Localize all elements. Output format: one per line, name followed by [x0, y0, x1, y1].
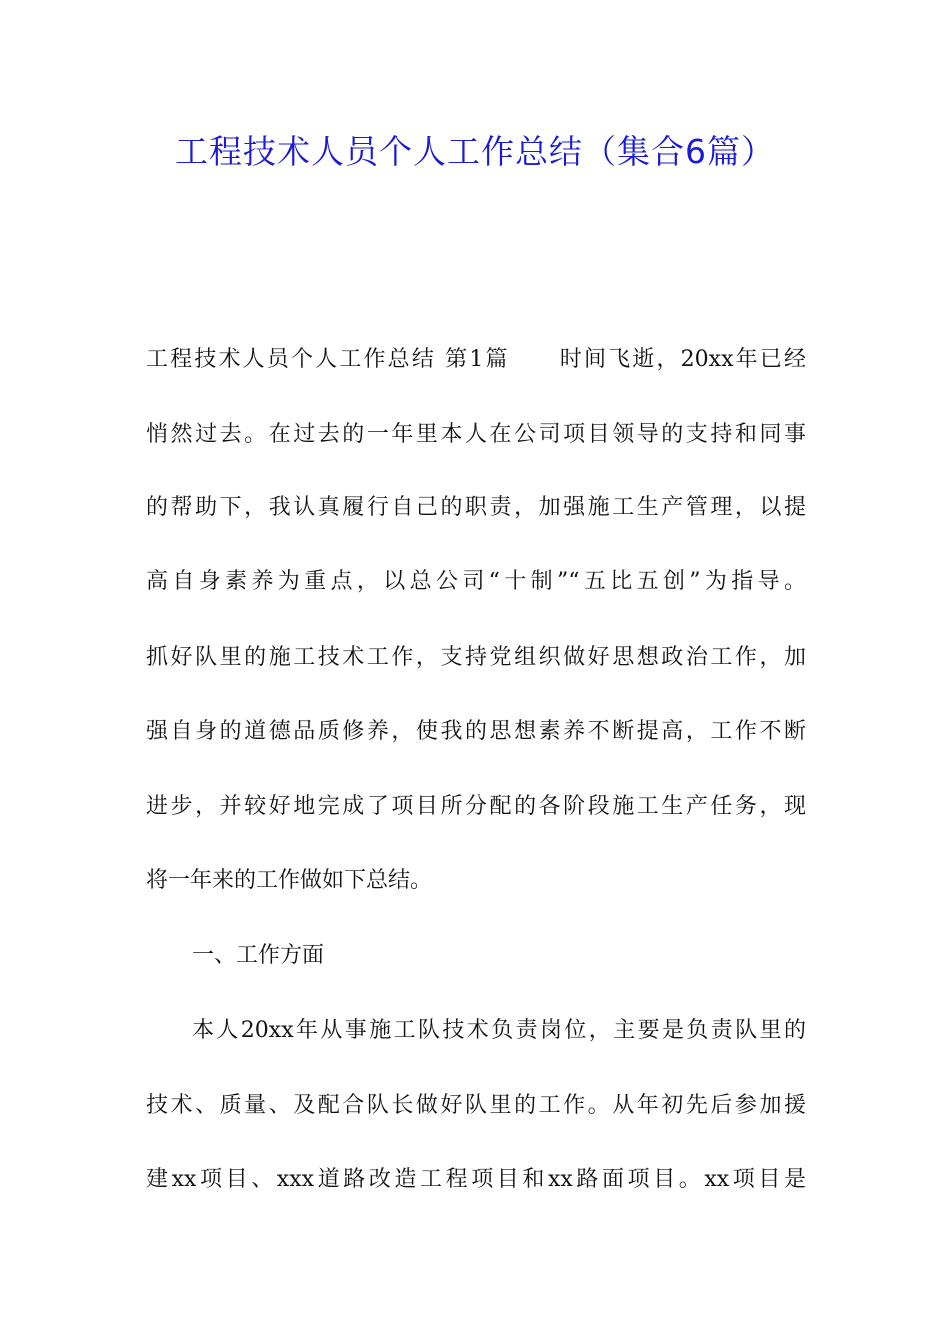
- paragraph-line: 本人20xx年从事施工队技术负责岗位，主要是负责队里的: [192, 1018, 806, 1043]
- paragraph-text: 时间飞逝，20xx年已经: [557, 347, 806, 372]
- paragraph-line: 技术、质量、及配合队长做好队里的工作。从年初先后参加援: [146, 1093, 806, 1118]
- paragraph-line: 的帮助下，我认真履行自己的职责，加强施工生产管理，以提: [146, 495, 806, 520]
- paragraph-line: 高自身素养为重点，以总公司“十制”“五比五创”为指导。: [146, 569, 806, 594]
- paragraph-line: 抓好队里的施工技术工作，支持党组织做好思想政治工作，加: [146, 645, 806, 670]
- paragraph-line: 将一年来的工作做如下总结。: [146, 868, 433, 893]
- paragraph-line: 进步，并较好地完成了项目所分配的各阶段施工生产任务，现: [146, 794, 806, 819]
- paragraph-line: 强自身的道德品质修养，使我的思想素养不断提高，工作不断: [146, 719, 806, 744]
- section-heading: 一、工作方面: [192, 943, 325, 968]
- paragraph-line: 悄然过去。在过去的一年里本人在公司项目领导的支持和同事: [146, 422, 806, 447]
- document-title: 工程技术人员个人工作总结（集合6篇）: [175, 132, 775, 171]
- paragraph-line: [146, 342, 806, 378]
- section-heading-inline: 工程技术人员个人工作总结 第1篇: [146, 347, 510, 372]
- paragraph-line: 建xx项目、xxx道路改造工程项目和xx路面项目。xx项目是: [146, 1167, 806, 1192]
